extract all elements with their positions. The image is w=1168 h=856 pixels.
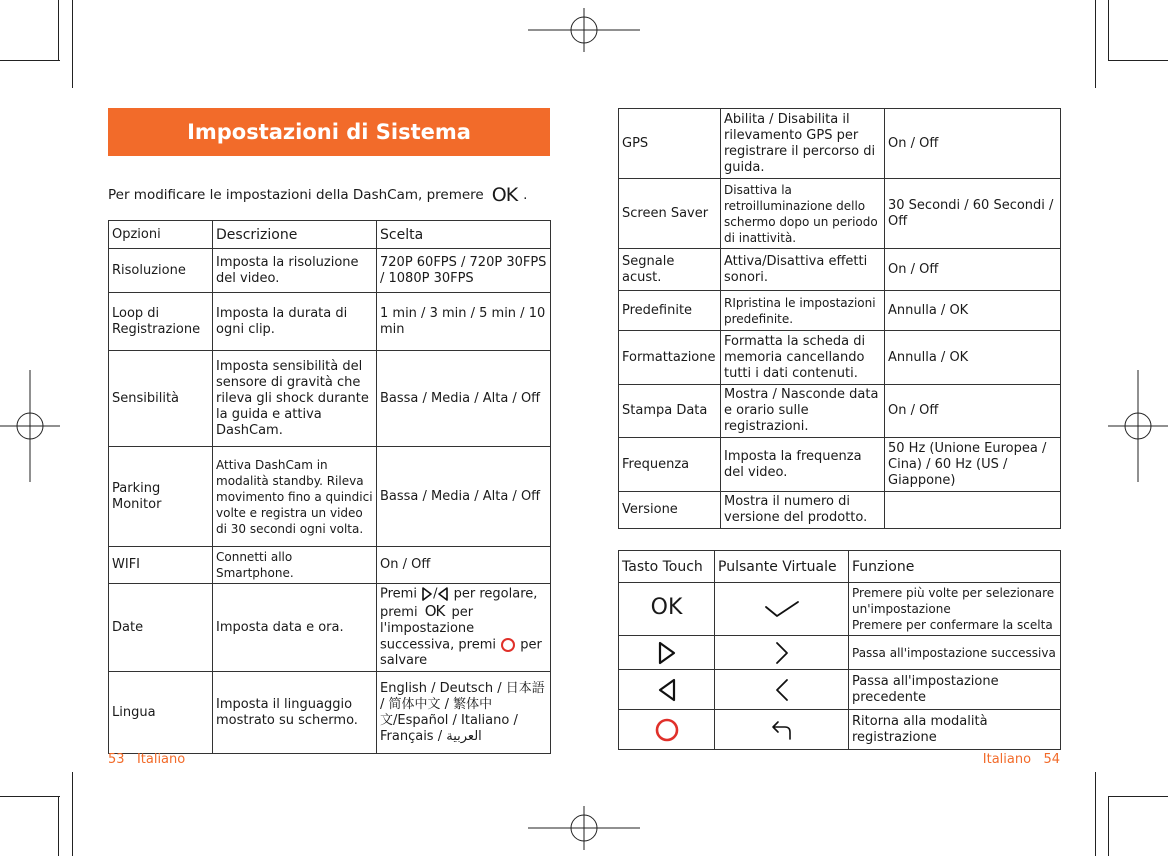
option-cell: Lingua <box>109 672 213 754</box>
virtual-cell <box>715 670 849 710</box>
function-cell: Passa all'impostazione precedente <box>849 670 1061 710</box>
function-text: Premere più volte per selezionare un'impostazione <box>852 586 1055 616</box>
intro-end: . <box>523 187 528 203</box>
option-cell: Predefinite <box>619 291 721 331</box>
virtual-cell <box>715 710 849 750</box>
virtual-cell <box>715 583 849 636</box>
table-row <box>109 351 551 447</box>
choice-text: per regolare, premi <box>380 586 538 620</box>
choice-cell: English / Deutsch / 日本語 / 简体中文 / 繁体中文/Español / Italiano / Français / العربية <box>377 672 551 754</box>
choice-cell <box>377 584 551 672</box>
choice-cell: Bassa / Media / Alta / Off <box>377 351 551 447</box>
function-cell: Ritorna alla modalità registrazione <box>849 710 1061 750</box>
table-row <box>619 291 1061 331</box>
option-cell: Versione <box>619 492 721 529</box>
crop-mark <box>1108 796 1168 797</box>
triangle-right-icon <box>421 586 433 602</box>
settings-table-left <box>108 220 551 754</box>
description-cell: Imposta data e ora. <box>213 584 377 672</box>
intro-paragraph <box>108 184 527 206</box>
description-cell: Disattiva la retroilluminazione dello schermo dopo un periodo di inattività. <box>721 179 885 249</box>
registration-mark-icon <box>0 370 60 482</box>
ok-icon: OK <box>424 601 445 620</box>
choice-cell: 50 Hz (Unione Europea / Cina) / 60 Hz (US / Giappone) <box>885 438 1061 492</box>
table-row <box>109 672 551 754</box>
settings-table-right <box>618 108 1061 529</box>
crop-mark <box>0 796 60 797</box>
choice-cell: 1 min / 3 min / 5 min / 10 min <box>377 293 551 351</box>
description-cell: Imposta il linguaggio mostrato su schermo. <box>213 672 377 754</box>
choice-cell: On / Off <box>885 109 1061 179</box>
return-arrow-icon <box>769 717 795 743</box>
function-cell: Passa all'impostazione successiva <box>849 636 1061 670</box>
option-cell: GPS <box>619 109 721 179</box>
table-row <box>109 547 551 584</box>
description-cell: Imposta sensibilità del sensore di gravità che rileva gli shock durante la guida e attiva DashCam. <box>213 351 377 447</box>
check-icon <box>762 597 802 621</box>
option-cell: Sensibilità <box>109 351 213 447</box>
option-cell: Screen Saver <box>619 179 721 249</box>
choice-cell: On / Off <box>885 249 1061 291</box>
choice-cell: On / Off <box>377 547 551 584</box>
table-row <box>619 636 1061 670</box>
red-circle-icon <box>654 717 680 743</box>
table-row <box>109 249 551 293</box>
page-number-left: 53 Italiano <box>108 752 186 767</box>
option-cell: Segnale acust. <box>619 249 721 291</box>
red-circle-icon <box>500 637 516 653</box>
crop-mark <box>0 60 60 61</box>
function-text: Premere per confermare la scelta <box>852 618 1053 632</box>
description-cell: Abilita / Disabilita il rilevamento GPS per registrare il percorso di guida. <box>721 109 885 179</box>
header-cell: Tasto Touch <box>619 551 715 583</box>
crop-mark <box>1108 60 1168 61</box>
description-cell: Imposta la durata di ogni clip. <box>213 293 377 351</box>
choice-text: per l'impostazione successiva, premi <box>380 604 496 652</box>
header-cell: Descrizione <box>213 221 377 249</box>
table-row <box>619 492 1061 529</box>
table-header-row <box>619 551 1061 583</box>
crop-mark <box>1095 772 1096 856</box>
table-row <box>109 447 551 547</box>
table-row <box>619 179 1061 249</box>
choice-cell: On / Off <box>885 385 1061 438</box>
crop-mark <box>58 0 59 60</box>
header-cell: Opzioni <box>109 221 213 249</box>
triangle-left-icon <box>657 677 677 703</box>
crop-mark <box>1095 0 1096 88</box>
section-title: Impostazioni di Sistema <box>187 120 471 144</box>
ok-icon: OK <box>491 184 518 206</box>
option-cell: Formattazione <box>619 331 721 385</box>
option-cell: Risoluzione <box>109 249 213 293</box>
function-cell <box>849 583 1061 636</box>
touch-cell <box>619 583 715 636</box>
touch-cell <box>619 670 715 710</box>
chevron-right-icon <box>772 640 792 666</box>
header-cell: Scelta <box>377 221 551 249</box>
crop-mark <box>72 772 73 856</box>
description-cell: Formatta la scheda di memoria cancellando tutti i dati contenuti. <box>721 331 885 385</box>
option-cell: Date <box>109 584 213 672</box>
choice-text: Premi <box>380 586 417 602</box>
description-cell: Imposta la frequenza del video. <box>721 438 885 492</box>
table-row <box>619 385 1061 438</box>
choice-cell: 30 Secondi / 60 Secondi / Off <box>885 179 1061 249</box>
table-row <box>619 583 1061 636</box>
chevron-left-icon <box>772 677 792 703</box>
table-row <box>619 331 1061 385</box>
registration-mark-icon <box>528 806 640 850</box>
option-cell: Stampa Data <box>619 385 721 438</box>
choice-text: / <box>433 586 438 602</box>
table-row <box>109 293 551 351</box>
triangle-left-icon <box>437 586 449 602</box>
choice-cell: 720P 60FPS / 720P 30FPS / 1080P 30FPS <box>377 249 551 293</box>
page-number-right: Italiano 54 <box>982 752 1060 767</box>
touch-buttons-table <box>618 550 1061 750</box>
intro-text: Per modificare le impostazioni della DashCam, premere <box>108 187 484 203</box>
crop-mark <box>72 0 73 88</box>
choice-cell: Annulla / OK <box>885 331 1061 385</box>
crop-mark <box>1108 796 1109 856</box>
virtual-cell <box>715 636 849 670</box>
choice-text: per salvare <box>380 637 542 668</box>
registration-mark-icon <box>528 8 640 52</box>
section-title-banner <box>108 108 550 156</box>
choice-cell <box>885 492 1061 529</box>
table-row <box>109 584 551 672</box>
description-cell: Mostra il numero di versione del prodotto. <box>721 492 885 529</box>
description-cell: RIpristina le impostazioni predefinite. <box>721 291 885 331</box>
triangle-right-icon <box>657 640 677 666</box>
option-cell: WIFI <box>109 547 213 584</box>
table-row <box>619 710 1061 750</box>
touch-cell <box>619 710 715 750</box>
table-row <box>619 249 1061 291</box>
description-cell: Imposta la risoluzione del video. <box>213 249 377 293</box>
description-cell: Mostra / Nasconde data e orario sulle registrazioni. <box>721 385 885 438</box>
header-cell: Pulsante Virtuale <box>715 551 849 583</box>
header-cell: Funzione <box>849 551 1061 583</box>
description-cell: Attiva/Disattiva effetti sonori. <box>721 249 885 291</box>
description-cell: Connetti allo Smartphone. <box>213 547 377 584</box>
crop-mark <box>58 796 59 856</box>
option-cell: Loop di Registrazione <box>109 293 213 351</box>
table-row <box>619 438 1061 492</box>
choice-cell: Bassa / Media / Alta / Off <box>377 447 551 547</box>
touch-cell <box>619 636 715 670</box>
registration-mark-icon <box>1108 370 1168 482</box>
table-row <box>619 670 1061 710</box>
description-cell: Attiva DashCam in modalità standby. Rileva movimento fino a quindici volte e registra un video di 30 secondi ogni volta. <box>213 447 377 547</box>
crop-mark <box>1108 0 1109 60</box>
table-row <box>619 109 1061 179</box>
table-header-row <box>109 221 551 249</box>
ok-icon: OK <box>650 594 683 620</box>
option-cell: Parking Monitor <box>109 447 213 547</box>
choice-cell: Annulla / OK <box>885 291 1061 331</box>
option-cell: Frequenza <box>619 438 721 492</box>
